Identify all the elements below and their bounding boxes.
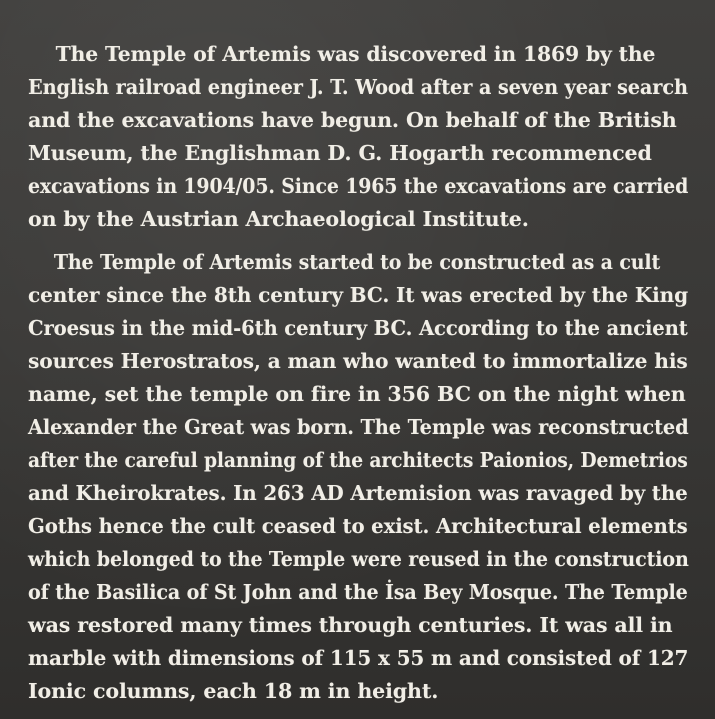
text-line: Ionic columns, each 18 m in height. bbox=[28, 679, 439, 703]
text-line: name, set the temple on fire in 356 BC on the night when bbox=[28, 382, 686, 406]
text-line: Croesus in the mid-6th century BC. According to the ancient bbox=[28, 316, 688, 340]
text-line: sources Herostratos, a man who wanted to immortalize his bbox=[28, 349, 688, 373]
text-line: on by the Austrian Archaeological Institute. bbox=[28, 207, 529, 231]
text-line: which belonged to the Temple were reused in the construction bbox=[28, 547, 689, 571]
text-line: excavations in 1904/05. Since 1965 the excavations are carried bbox=[28, 174, 689, 198]
text-line: and the excavations have begun. On behalf of the British bbox=[28, 108, 677, 132]
text-line: after the careful planning of the architects Paionios, Demetrios bbox=[28, 448, 688, 472]
text-line: Goths hence the cult ceased to exist. Architectural elements bbox=[28, 514, 688, 538]
text-line: English railroad engineer J. T. Wood after a seven year search bbox=[28, 75, 688, 99]
text-line: was restored many times through centuries. It was all in bbox=[28, 613, 673, 637]
text-line: Alexander the Great was born. The Temple was reconstructed bbox=[28, 415, 689, 439]
text-line: The Temple of Artemis started to be constructed as a cult bbox=[53, 250, 661, 274]
text-line: and Kheirokrates. In 263 AD Artemision was ravaged by the bbox=[28, 481, 688, 505]
paragraph-discovery bbox=[28, 38, 689, 236]
text-line: marble with dimensions of 115 x 55 m and consisted of 127 bbox=[28, 646, 689, 670]
text-line: center since the 8th century BC. It was erected by the King bbox=[28, 283, 688, 307]
text-line: The Temple of Artemis was discovered in 1869 by the bbox=[55, 42, 656, 66]
paragraph-history bbox=[28, 246, 689, 708]
text-line: of the Basilica of St John and the İsa Bey Mosque. The Temple bbox=[28, 580, 688, 604]
text-line: Museum, the Englishman D. G. Hogarth recommenced bbox=[28, 141, 652, 165]
